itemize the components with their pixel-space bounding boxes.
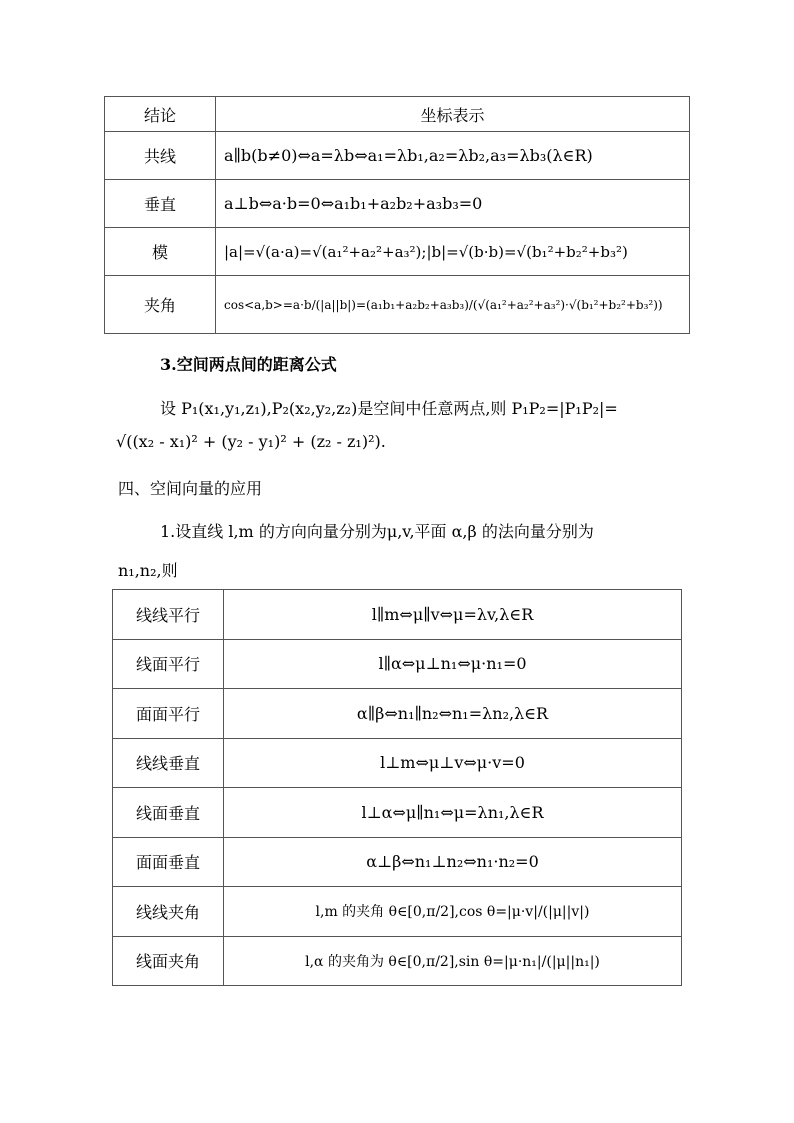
row-formula: l,α 的夹角为 θ∈[0,π/2],sin θ=|μ·n₁|/(|μ||n₁|) — [224, 936, 682, 986]
distance-formula: √((x₂ - x₁)² + (y₂ - y₁)² + (z₂ - z₁)²). — [116, 432, 386, 451]
row-label: 模 — [105, 228, 216, 276]
application-intro-line1: 1.设直线 l,m 的方向向量分别为μ,v,平面 α,β 的法向量分别为 — [160, 522, 594, 541]
row-formula: l,m 的夹角 θ∈[0,π/2],cos θ=|μ·v|/(|μ||v|) — [224, 887, 682, 937]
row-formula: |a|=√(a·a)=√(a₁²+a₂²+a₃²);|b|=√(b·b)=√(b₁²+b₂²+b₃²) — [216, 228, 690, 276]
coordinate-table — [104, 96, 690, 334]
row-label: 线面夹角 — [113, 936, 224, 986]
distance-intro: 设 P₁(x₁,y₁,z₁),P₂(x₂,y₂,z₂)是空间中任意两点,则 P₁P₂=|P₁P₂|= — [160, 399, 618, 418]
application-intro-line2: n₁,n₂,则 — [118, 561, 178, 580]
row-formula: l⊥m⇔μ⊥v⇔μ·v=0 — [224, 738, 682, 788]
section-4-heading: 四、空间向量的应用 — [118, 479, 263, 498]
section-3-heading: 3.空间两点间的距离公式 — [160, 355, 337, 374]
row-formula: a∥b(b≠0)⇔a=λb⇔a₁=λb₁,a₂=λb₂,a₃=λb₃(λ∈R) — [216, 132, 690, 180]
row-label: 线线平行 — [113, 590, 224, 640]
header-coordinate: 坐标表示 — [216, 97, 690, 132]
row-formula: α⊥β⇔n₁⊥n₂⇔n₁·n₂=0 — [224, 837, 682, 887]
row-label: 共线 — [105, 132, 216, 180]
row-formula: l⊥α⇔μ∥n₁⇔μ=λn₁,λ∈R — [224, 788, 682, 838]
header-conclusion: 结论 — [105, 97, 216, 132]
row-formula: a⊥b⇔a·b=0⇔a₁b₁+a₂b₂+a₃b₃=0 — [216, 180, 690, 228]
row-formula: α∥β⇔n₁∥n₂⇔n₁=λn₂,λ∈R — [224, 689, 682, 739]
row-formula: l∥α⇔μ⊥n₁⇔μ·n₁=0 — [224, 639, 682, 689]
row-label: 垂直 — [105, 180, 216, 228]
row-formula: cos<a,b>=a·b/(|a||b|)=(a₁b₁+a₂b₂+a₃b₃)/(√(a₁²+a₂²+a₃²)·√(b₁²+b₂²+b₃²)) — [216, 276, 690, 334]
row-formula: l∥m⇔μ∥v⇔μ=λv,λ∈R — [224, 590, 682, 640]
application-table — [112, 589, 682, 986]
row-label: 面面平行 — [113, 689, 224, 739]
row-label: 线面垂直 — [113, 788, 224, 838]
row-label: 线面平行 — [113, 639, 224, 689]
row-label: 面面垂直 — [113, 837, 224, 887]
row-label: 线线垂直 — [113, 738, 224, 788]
row-label: 夹角 — [105, 276, 216, 334]
row-label: 线线夹角 — [113, 887, 224, 937]
